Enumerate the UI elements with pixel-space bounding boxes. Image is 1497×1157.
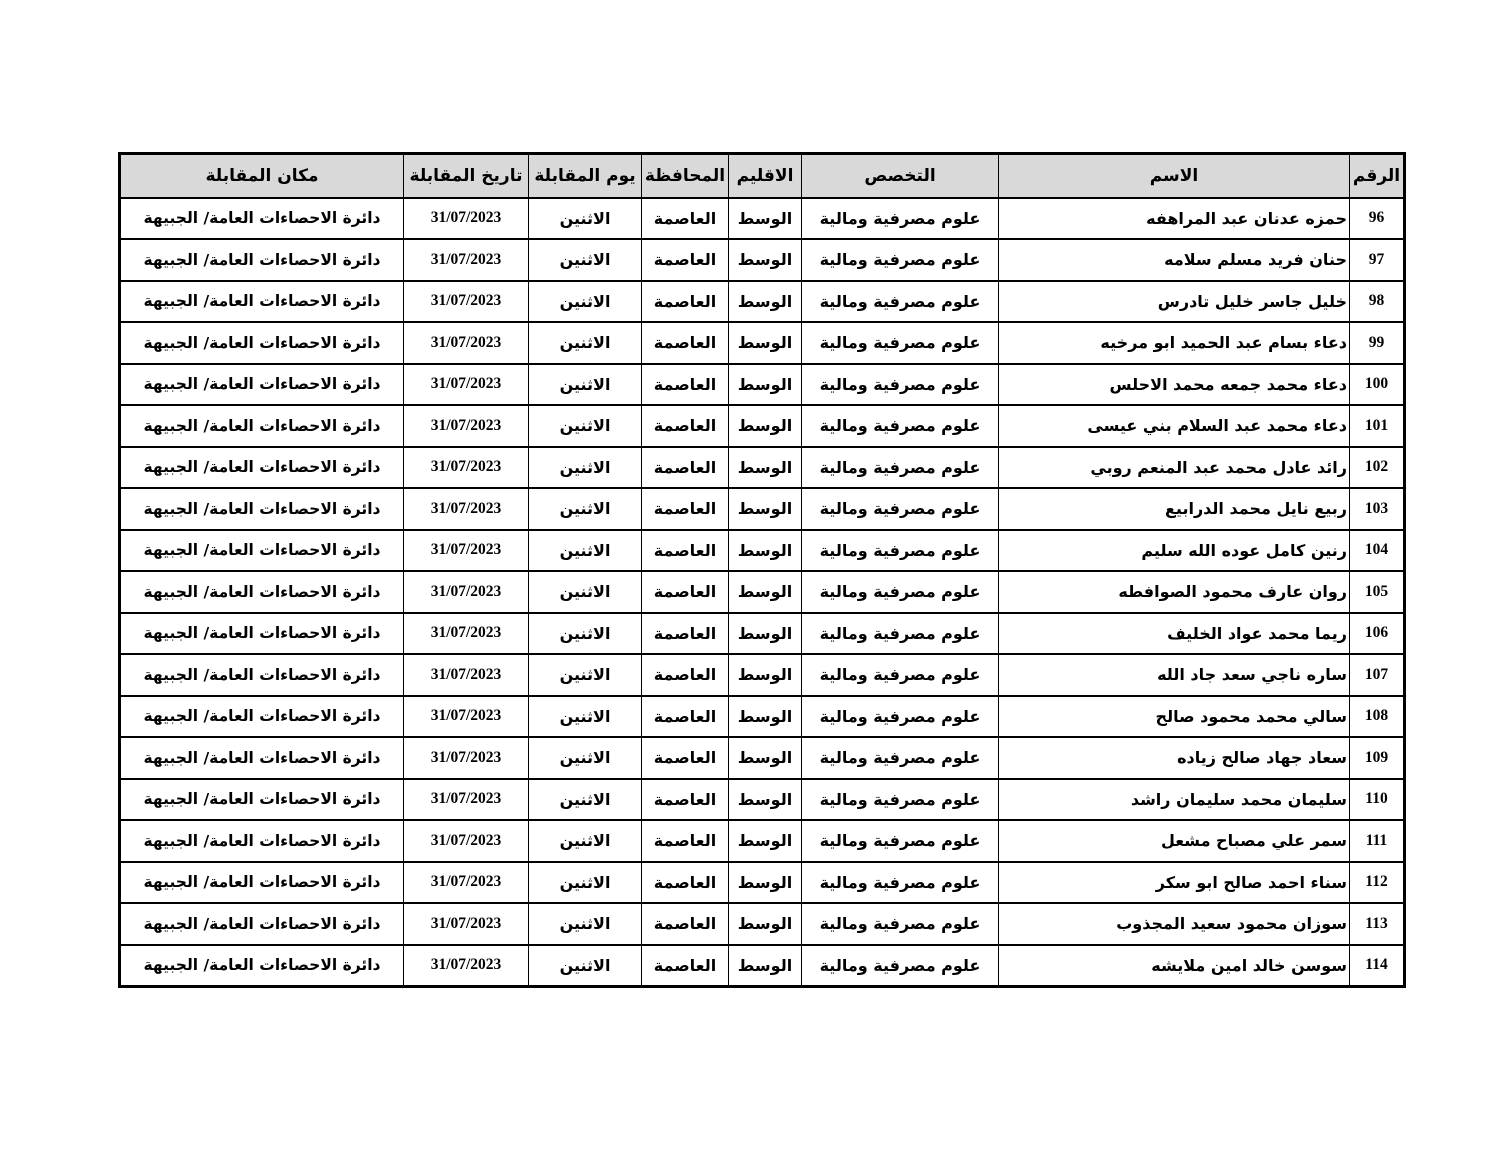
- cell-number: 107: [1350, 654, 1405, 696]
- cell-number: 106: [1350, 613, 1405, 655]
- cell-region: الوسط: [729, 488, 802, 530]
- cell-number: 105: [1350, 571, 1405, 613]
- cell-date: 31/07/2023: [404, 696, 529, 738]
- cell-governorate: العاصمة: [642, 945, 729, 987]
- cell-name: سوزان محمود سعيد المجذوب: [999, 903, 1350, 945]
- cell-date: 31/07/2023: [404, 322, 529, 364]
- cell-date: 31/07/2023: [404, 239, 529, 281]
- cell-day: الاثنين: [529, 447, 642, 489]
- cell-place: دائرة الاحصاءات العامة/ الجبيهة: [120, 571, 404, 613]
- cell-governorate: العاصمة: [642, 820, 729, 862]
- cell-date: 31/07/2023: [404, 654, 529, 696]
- table-row: [120, 654, 1405, 696]
- table-row: [120, 779, 1405, 821]
- table-row: [120, 571, 1405, 613]
- cell-governorate: العاصمة: [642, 571, 729, 613]
- cell-number: 104: [1350, 530, 1405, 572]
- cell-region: الوسط: [729, 447, 802, 489]
- cell-specialization: علوم مصرفية ومالية: [802, 945, 999, 987]
- cell-number: 114: [1350, 945, 1405, 987]
- table-body: [120, 198, 1405, 987]
- cell-region: الوسط: [729, 239, 802, 281]
- cell-specialization: علوم مصرفية ومالية: [802, 862, 999, 904]
- cell-date: 31/07/2023: [404, 281, 529, 323]
- cell-governorate: العاصمة: [642, 779, 729, 821]
- cell-name: سناء احمد صالح ابو سكر: [999, 862, 1350, 904]
- cell-day: الاثنين: [529, 613, 642, 655]
- table-row: [120, 447, 1405, 489]
- table-row: [120, 281, 1405, 323]
- cell-place: دائرة الاحصاءات العامة/ الجبيهة: [120, 405, 404, 447]
- cell-number: 109: [1350, 737, 1405, 779]
- cell-date: 31/07/2023: [404, 903, 529, 945]
- cell-day: الاثنين: [529, 281, 642, 323]
- cell-date: 31/07/2023: [404, 198, 529, 240]
- column-header-interview-place: مكان المقابلة: [120, 154, 404, 198]
- cell-number: 97: [1350, 239, 1405, 281]
- cell-place: دائرة الاحصاءات العامة/ الجبيهة: [120, 364, 404, 406]
- cell-place: دائرة الاحصاءات العامة/ الجبيهة: [120, 198, 404, 240]
- cell-number: 103: [1350, 488, 1405, 530]
- cell-place: دائرة الاحصاءات العامة/ الجبيهة: [120, 447, 404, 489]
- cell-specialization: علوم مصرفية ومالية: [802, 447, 999, 489]
- table-row: [120, 820, 1405, 862]
- cell-day: الاثنين: [529, 405, 642, 447]
- cell-number: 108: [1350, 696, 1405, 738]
- cell-date: 31/07/2023: [404, 820, 529, 862]
- table-row: [120, 530, 1405, 572]
- cell-place: دائرة الاحصاءات العامة/ الجبيهة: [120, 820, 404, 862]
- cell-day: الاثنين: [529, 322, 642, 364]
- table-row: [120, 488, 1405, 530]
- cell-number: 102: [1350, 447, 1405, 489]
- cell-place: دائرة الاحصاءات العامة/ الجبيهة: [120, 862, 404, 904]
- cell-place: دائرة الاحصاءات العامة/ الجبيهة: [120, 903, 404, 945]
- cell-region: الوسط: [729, 945, 802, 987]
- cell-date: 31/07/2023: [404, 364, 529, 406]
- table-row: [120, 613, 1405, 655]
- cell-place: دائرة الاحصاءات العامة/ الجبيهة: [120, 654, 404, 696]
- cell-governorate: العاصمة: [642, 364, 729, 406]
- cell-day: الاثنين: [529, 488, 642, 530]
- cell-region: الوسط: [729, 696, 802, 738]
- cell-date: 31/07/2023: [404, 571, 529, 613]
- cell-day: الاثنين: [529, 862, 642, 904]
- cell-region: الوسط: [729, 820, 802, 862]
- interview-schedule-table: [118, 152, 1406, 988]
- table-row: [120, 862, 1405, 904]
- cell-number: 100: [1350, 364, 1405, 406]
- cell-number: 101: [1350, 405, 1405, 447]
- cell-specialization: علوم مصرفية ومالية: [802, 488, 999, 530]
- cell-region: الوسط: [729, 364, 802, 406]
- cell-governorate: العاصمة: [642, 239, 729, 281]
- cell-specialization: علوم مصرفية ومالية: [802, 239, 999, 281]
- cell-governorate: العاصمة: [642, 488, 729, 530]
- cell-number: 99: [1350, 322, 1405, 364]
- cell-place: دائرة الاحصاءات العامة/ الجبيهة: [120, 779, 404, 821]
- cell-place: دائرة الاحصاءات العامة/ الجبيهة: [120, 737, 404, 779]
- cell-governorate: العاصمة: [642, 281, 729, 323]
- cell-specialization: علوم مصرفية ومالية: [802, 571, 999, 613]
- table-row: [120, 903, 1405, 945]
- cell-region: الوسط: [729, 613, 802, 655]
- cell-name: روان عارف محمود الصوافطه: [999, 571, 1350, 613]
- cell-place: دائرة الاحصاءات العامة/ الجبيهة: [120, 530, 404, 572]
- table-row: [120, 239, 1405, 281]
- cell-number: 113: [1350, 903, 1405, 945]
- cell-place: دائرة الاحصاءات العامة/ الجبيهة: [120, 281, 404, 323]
- cell-governorate: العاصمة: [642, 737, 729, 779]
- cell-specialization: علوم مصرفية ومالية: [802, 405, 999, 447]
- cell-date: 31/07/2023: [404, 779, 529, 821]
- cell-name: خليل جاسر خليل تادرس: [999, 281, 1350, 323]
- cell-name: حنان فريد مسلم سلامه: [999, 239, 1350, 281]
- cell-name: دعاء محمد جمعه محمد الاحلس: [999, 364, 1350, 406]
- cell-specialization: علوم مصرفية ومالية: [802, 820, 999, 862]
- column-header-name: الاسم: [999, 154, 1350, 198]
- cell-day: الاثنين: [529, 903, 642, 945]
- cell-specialization: علوم مصرفية ومالية: [802, 779, 999, 821]
- cell-governorate: العاصمة: [642, 696, 729, 738]
- cell-day: الاثنين: [529, 945, 642, 987]
- column-header-region: الاقليم: [729, 154, 802, 198]
- cell-governorate: العاصمة: [642, 322, 729, 364]
- cell-name: دعاء محمد عبد السلام بني عيسى: [999, 405, 1350, 447]
- cell-governorate: العاصمة: [642, 405, 729, 447]
- cell-name: رائد عادل محمد عبد المنعم روبي: [999, 447, 1350, 489]
- cell-governorate: العاصمة: [642, 903, 729, 945]
- column-header-interview-date: تاريخ المقابلة: [404, 154, 529, 198]
- table-row: [120, 198, 1405, 240]
- column-header-number: الرقم: [1350, 154, 1405, 198]
- cell-date: 31/07/2023: [404, 613, 529, 655]
- cell-region: الوسط: [729, 779, 802, 821]
- cell-specialization: علوم مصرفية ومالية: [802, 737, 999, 779]
- cell-specialization: علوم مصرفية ومالية: [802, 530, 999, 572]
- cell-region: الوسط: [729, 903, 802, 945]
- table-row: [120, 945, 1405, 987]
- cell-date: 31/07/2023: [404, 530, 529, 572]
- header-row: [120, 154, 1405, 198]
- cell-region: الوسط: [729, 654, 802, 696]
- table-row: [120, 322, 1405, 364]
- cell-name: ريما محمد عواد الخليف: [999, 613, 1350, 655]
- cell-day: الاثنين: [529, 571, 642, 613]
- cell-specialization: علوم مصرفية ومالية: [802, 364, 999, 406]
- cell-name: سمر علي مصباح مشعل: [999, 820, 1350, 862]
- cell-specialization: علوم مصرفية ومالية: [802, 613, 999, 655]
- column-header-interview-day: يوم المقابلة: [529, 154, 642, 198]
- cell-name: سوسن خالد امين ملايشه: [999, 945, 1350, 987]
- cell-governorate: العاصمة: [642, 613, 729, 655]
- cell-region: الوسط: [729, 405, 802, 447]
- cell-region: الوسط: [729, 862, 802, 904]
- cell-place: دائرة الاحصاءات العامة/ الجبيهة: [120, 696, 404, 738]
- cell-place: دائرة الاحصاءات العامة/ الجبيهة: [120, 488, 404, 530]
- cell-date: 31/07/2023: [404, 862, 529, 904]
- cell-region: الوسط: [729, 198, 802, 240]
- document-page: [118, 152, 1406, 988]
- cell-day: الاثنين: [529, 198, 642, 240]
- cell-region: الوسط: [729, 322, 802, 364]
- cell-day: الاثنين: [529, 696, 642, 738]
- cell-day: الاثنين: [529, 530, 642, 572]
- cell-day: الاثنين: [529, 364, 642, 406]
- cell-specialization: علوم مصرفية ومالية: [802, 903, 999, 945]
- cell-governorate: العاصمة: [642, 862, 729, 904]
- cell-name: سعاد جهاد صالح زياده: [999, 737, 1350, 779]
- cell-date: 31/07/2023: [404, 488, 529, 530]
- cell-region: الوسط: [729, 530, 802, 572]
- cell-place: دائرة الاحصاءات العامة/ الجبيهة: [120, 322, 404, 364]
- cell-name: سالي محمد محمود صالح: [999, 696, 1350, 738]
- cell-region: الوسط: [729, 571, 802, 613]
- cell-name: ساره ناجي سعد جاد الله: [999, 654, 1350, 696]
- table-row: [120, 405, 1405, 447]
- cell-day: الاثنين: [529, 737, 642, 779]
- column-header-governorate: المحافظة: [642, 154, 729, 198]
- cell-name: حمزه عدنان عبد المراهفه: [999, 198, 1350, 240]
- table-row: [120, 737, 1405, 779]
- cell-number: 110: [1350, 779, 1405, 821]
- cell-specialization: علوم مصرفية ومالية: [802, 281, 999, 323]
- cell-date: 31/07/2023: [404, 447, 529, 489]
- cell-day: الاثنين: [529, 820, 642, 862]
- cell-specialization: علوم مصرفية ومالية: [802, 654, 999, 696]
- cell-name: ربيع نايل محمد الدرابيع: [999, 488, 1350, 530]
- cell-governorate: العاصمة: [642, 530, 729, 572]
- cell-specialization: علوم مصرفية ومالية: [802, 696, 999, 738]
- cell-specialization: علوم مصرفية ومالية: [802, 322, 999, 364]
- table-row: [120, 696, 1405, 738]
- cell-place: دائرة الاحصاءات العامة/ الجبيهة: [120, 613, 404, 655]
- cell-number: 111: [1350, 820, 1405, 862]
- cell-date: 31/07/2023: [404, 737, 529, 779]
- cell-governorate: العاصمة: [642, 654, 729, 696]
- cell-number: 112: [1350, 862, 1405, 904]
- cell-date: 31/07/2023: [404, 405, 529, 447]
- cell-place: دائرة الاحصاءات العامة/ الجبيهة: [120, 239, 404, 281]
- cell-specialization: علوم مصرفية ومالية: [802, 198, 999, 240]
- cell-place: دائرة الاحصاءات العامة/ الجبيهة: [120, 945, 404, 987]
- cell-governorate: العاصمة: [642, 198, 729, 240]
- cell-region: الوسط: [729, 737, 802, 779]
- cell-date: 31/07/2023: [404, 945, 529, 987]
- cell-name: دعاء بسام عبد الحميد ابو مرخيه: [999, 322, 1350, 364]
- cell-name: سليمان محمد سليمان راشد: [999, 779, 1350, 821]
- cell-governorate: العاصمة: [642, 447, 729, 489]
- cell-day: الاثنين: [529, 654, 642, 696]
- table-row: [120, 364, 1405, 406]
- cell-region: الوسط: [729, 281, 802, 323]
- cell-number: 98: [1350, 281, 1405, 323]
- column-header-specialization: التخصص: [802, 154, 999, 198]
- cell-name: رنين كامل عوده الله سليم: [999, 530, 1350, 572]
- cell-day: الاثنين: [529, 239, 642, 281]
- cell-number: 96: [1350, 198, 1405, 240]
- cell-day: الاثنين: [529, 779, 642, 821]
